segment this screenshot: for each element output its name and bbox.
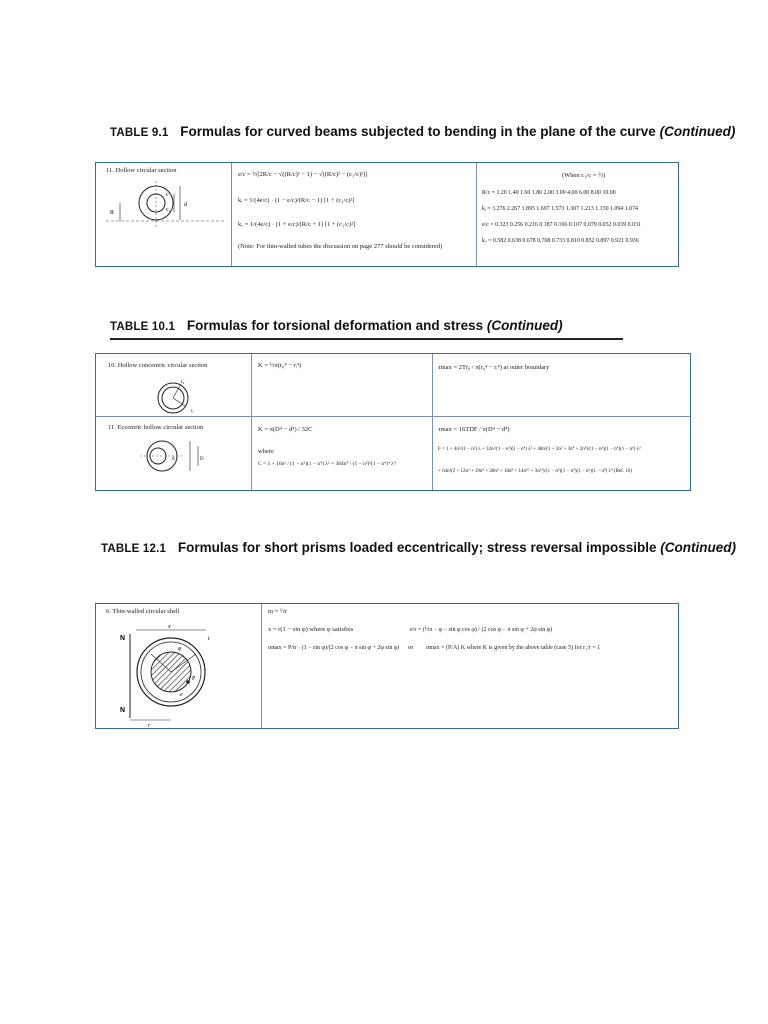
label-t: t bbox=[208, 636, 210, 642]
table-10-1-box bbox=[95, 353, 691, 491]
table-9-1-heading bbox=[110, 124, 735, 139]
column-divider bbox=[251, 354, 252, 490]
case-10-k-formula: K = ½π(r₀⁴ − rᵢ⁴) bbox=[258, 362, 302, 369]
case-11-tau-formula: τmax = 16TDF / π(D⁴ − d⁴) bbox=[438, 426, 510, 433]
label-d: d bbox=[184, 202, 187, 208]
formula-sigma-k: σmax = (P/A) K where K is given by the above table (case 5) for r₁/r = 1 bbox=[426, 645, 601, 651]
label-D: D bbox=[200, 457, 204, 462]
case-10-label: 10. Hollow concentric circular section bbox=[108, 362, 208, 369]
table-title: Formulas for torsional deformation and stress bbox=[186, 318, 484, 333]
table-number: TABLE 10.1 bbox=[110, 321, 176, 333]
label-N-bottom: N bbox=[120, 707, 126, 714]
row-r-over-c: R/c = 1.20 1.40 1.60 1.80 2.00 3.00 4.00 6.00 8.00 10.00 bbox=[482, 190, 616, 196]
case-11-f-formula-line1: F = 1 + 4n²/(1 − n²) λ + 32n²/(1 − n²)(1 − n⁴) λ² + 48n²(1 + 2n² + 3n⁴ + 2n⁶)/(1 − n²)(1 − n⁴)(1 − n⁶) λ³ bbox=[438, 447, 641, 452]
or-label: or bbox=[408, 644, 414, 651]
formula-m: m = ½r bbox=[268, 608, 288, 615]
row-divider bbox=[96, 416, 690, 417]
case-10-tau-formula: τmax = 2Tr₀ / π(r₀⁴ − rᵢ⁴) at outer boundary bbox=[438, 364, 550, 371]
column-divider bbox=[261, 604, 262, 728]
formula-sigma-thin: σmax = P/tr · (1 − sin φ)/(2 cos φ − π sin φ + 2φ sin φ) bbox=[268, 645, 400, 651]
continued-label: (Continued) bbox=[486, 318, 563, 333]
label-r: r bbox=[148, 723, 151, 728]
row-e-over-c: e/c = 0.323 0.256 0.216 0.187 0.166 0.107 0.079 0.052 0.039 0.031 bbox=[482, 222, 641, 228]
case-11-c-formula: C = 1 + 16n² / (1 − n²)(1 − n⁴) λ² + 384n⁴ / (1 − n²)²(1 − n⁴)⁴ λ⁴ bbox=[258, 461, 396, 467]
table-title: Formulas for short prisms loaded eccentrically; stress reversal impossible bbox=[177, 540, 657, 555]
heading-rule bbox=[110, 338, 623, 340]
hollow-circular-section-figure bbox=[106, 181, 226, 261]
label-ro: r₀ bbox=[181, 380, 185, 385]
column-divider bbox=[231, 163, 232, 266]
eccentric-hollow-figure bbox=[136, 436, 226, 476]
label-c1: c₁ bbox=[166, 207, 171, 213]
thin-walled-shell-figure bbox=[116, 620, 226, 728]
formula-e-over-r: e/r = (½π − φ − sin φ cos φ) / (2 cos φ − π sin φ + 2φ sin φ) bbox=[410, 627, 553, 633]
table-12-1-heading bbox=[101, 540, 736, 555]
case-label: 11. Hollow circular section bbox=[106, 167, 177, 174]
column-divider bbox=[432, 354, 433, 490]
row-ko: kₒ = 0.582 0.638 0.678 0.708 0.733 0.810 0.852 0.897 0.921 0.936 bbox=[482, 238, 639, 244]
label-phi: φ bbox=[178, 646, 182, 652]
formula-ko: kₒ = 1/(4e/c) · (1 + e/c)/(R/c + 1) [1 + (c₁/c)²] bbox=[238, 221, 356, 228]
label-P: P bbox=[192, 676, 196, 682]
table-number: TABLE 9.1 bbox=[110, 127, 169, 139]
continued-label: (Continued) bbox=[659, 124, 736, 139]
where-label: where bbox=[258, 448, 274, 455]
note-thin-walled: (Note: For thin-walled tubes the discussion on page 277 should be considered) bbox=[238, 243, 443, 250]
label-d: d bbox=[172, 457, 175, 462]
table-number: TABLE 12.1 bbox=[101, 543, 167, 555]
label-ri: rᵢ bbox=[191, 409, 194, 414]
case-label: 6. Thin-walled circular shell bbox=[106, 608, 180, 615]
column-divider bbox=[476, 163, 477, 266]
label-e: e bbox=[180, 692, 183, 698]
label-x: x bbox=[168, 624, 171, 630]
continued-label: (Continued) bbox=[660, 540, 737, 555]
label-N-top: N bbox=[120, 635, 126, 642]
formula-e-over-c: e/c = ½[2R/c − √((R/c)² − 1) − √((R/c)² − (c₁/c)²)] bbox=[238, 171, 368, 178]
table-12-1-box bbox=[95, 603, 679, 729]
row-ki: kᵢ = 3.276 2.267 1.895 1.697 1.573 1.307 1.213 1.130 1.094 1.074 bbox=[482, 206, 638, 212]
table-10-1-heading bbox=[110, 318, 563, 333]
case-11-k-formula: K = π(D⁴ − d⁴) / 32C bbox=[258, 426, 313, 433]
case-11-label: 11. Eccentric hollow circular section bbox=[108, 424, 204, 431]
formula-x: x = r(1 − sin φ) where φ satisfies bbox=[268, 626, 354, 633]
table-title: Formulas for curved beams subjected to bending in the plane of the curve bbox=[180, 124, 656, 139]
concentric-circular-figure bbox=[151, 376, 211, 416]
condition-label: (When c₁/c = ½) bbox=[562, 172, 606, 179]
label-R: R bbox=[110, 210, 115, 216]
case-11-f-formula-line2: + 64n²(2 + 12n² + 19n⁴ + 28n⁶ + 18n⁸ + 14n¹⁰ + 3n¹²)/(1 − n²)(1 − n⁴)(1 − n⁶)(1 − n⁸) λ⁴ (Ref. 10) bbox=[438, 469, 632, 474]
label-c: c bbox=[166, 192, 169, 198]
table-9-1-box bbox=[95, 162, 679, 267]
formula-ki: kᵢ = 1/(4e/c) · (1 − e/c)/(R/c − 1) [1 + (c₁/c)²] bbox=[238, 197, 355, 204]
